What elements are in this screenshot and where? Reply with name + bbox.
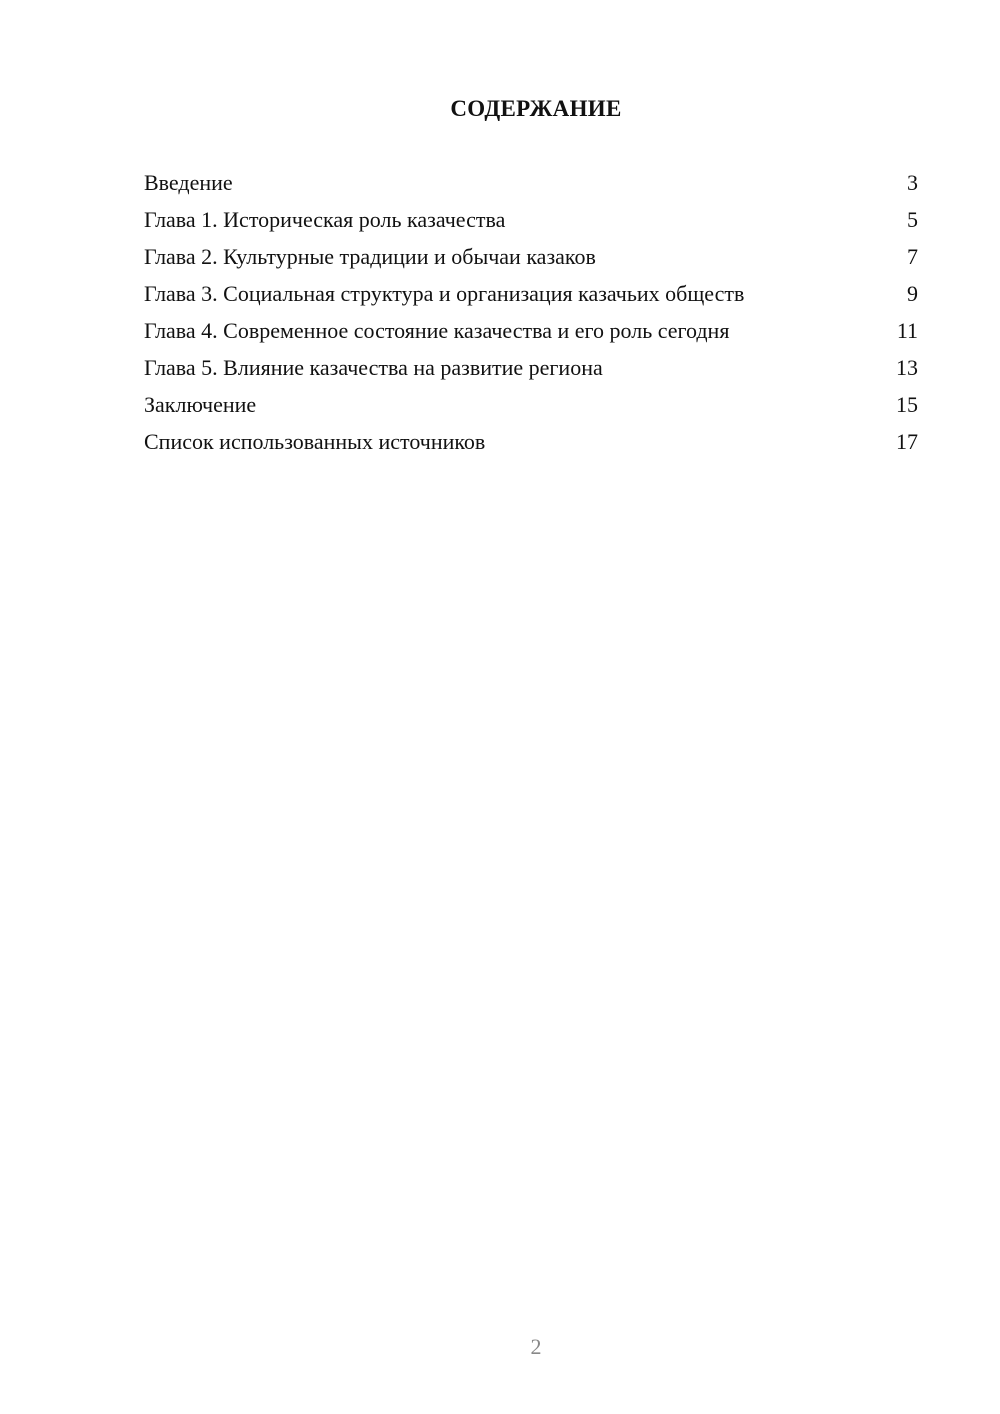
toc-entry-page: 11	[896, 318, 918, 343]
toc-entry-page: 3	[907, 170, 918, 195]
toc-entry-conclusion	[144, 392, 918, 418]
page-number: 2	[530, 1334, 542, 1359]
toc-entry-label: Глава 5. Влияние казачества на развитие региона	[144, 355, 603, 380]
toc-entry-label: Глава 1. Историческая роль казачества	[144, 207, 506, 232]
table-of-contents	[144, 170, 918, 466]
toc-entry-label: Глава 3. Социальная структура и организация казачьих обществ	[144, 281, 745, 306]
page-title: СОДЕРЖАНИЕ	[450, 96, 622, 121]
toc-entry-page: 5	[907, 207, 918, 232]
toc-entry-label: Глава 4. Современное состояние казачества и его роль сегодня	[144, 318, 730, 343]
toc-entry-references	[144, 429, 918, 455]
toc-entry-label: Заключение	[144, 392, 257, 417]
toc-entry-label: Введение	[144, 170, 233, 195]
toc-entry-chapter-2	[144, 244, 918, 270]
toc-entry-chapter-5	[144, 355, 918, 381]
toc-entry-page: 17	[896, 429, 918, 454]
toc-entry-page: 15	[896, 392, 918, 417]
toc-entry-label: Список использованных источников	[144, 429, 486, 454]
toc-entry-page: 9	[907, 281, 918, 306]
toc-entry-chapter-3	[144, 281, 918, 307]
toc-entry-label: Глава 2. Культурные традиции и обычаи казаков	[144, 244, 596, 269]
toc-entry-chapter-1	[144, 207, 918, 233]
toc-entry-page: 13	[896, 355, 918, 380]
toc-entry-chapter-4	[144, 318, 918, 344]
toc-entry-introduction	[144, 170, 918, 196]
toc-entry-page: 7	[907, 244, 918, 269]
